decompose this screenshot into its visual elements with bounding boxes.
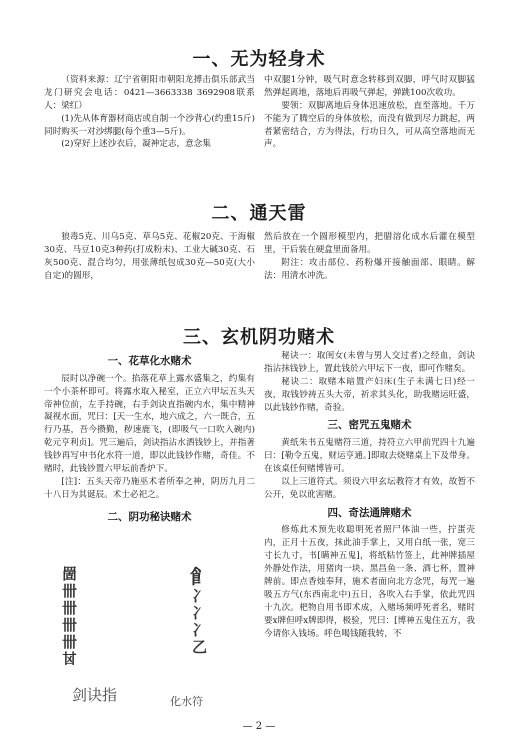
talisman-glyph: 冫: [192, 587, 208, 605]
paragraph: (1)先从体育器材商店或自制一个沙背心(约重15斤)同时购买一对沙绑腿(每个重3—5斤)。: [44, 113, 255, 137]
page-number: — 2 —: [242, 721, 276, 732]
paragraph: 中双腿1分钟，吸气时意念转移到双脚，呼气时双脚猛然弹起离地，落地后再吸气弹起，弹跳100次收功。: [264, 75, 475, 98]
paragraph: 修炼此术预先收聪明死者照尸体油一些，拧蛋壳内，正月十五夜，抹此油手掌上，又用白纸一张，宽三寸长九寸，书[瞒神五鬼]，将纸粘竹签上，此神牌插屋外静处作法，用猪肉一块、黑昌鱼一条、酒七杯，置神牌前。即点香烛奉拜，施术者面向北方念咒，每咒一遍吸五方气(东西南北中)五日，各吹入右手掌，依此咒四十九次。杷物自用书即术成，入赌场频呼死者名，赌时要x牌但呼x牌即得，极验，咒曰：[博神五鬼住五方，我今请你入钱场。呼色喝钱随我转，不: [264, 525, 475, 639]
subsection-title: 二、阴功秘诀赌术: [107, 510, 192, 523]
paragraph: 以上三道符式。须设六甲玄坛教符才有效，故暂不公开，免以讹害赌。: [264, 476, 475, 500]
talisman-right: [190, 566, 209, 656]
paragraph: 附注：攻击部位、药粉爆开接触面部、眼睛。解法：用清水冲洗。: [264, 257, 475, 281]
talisman-glyph: 𩙿: [190, 566, 210, 588]
section-3-right-column: [264, 350, 475, 640]
paragraph: (2)穿好上述沙衣后，凝神定志，意念集: [61, 139, 211, 150]
talisman-glyph: 𠀠: [62, 650, 78, 668]
talisman-glyph: 乙: [192, 638, 208, 656]
caption-water-talisman: 化水符: [170, 695, 203, 708]
subsection-title: 四、奇法通牌赌术: [327, 506, 412, 519]
section-1-right-column: [264, 74, 475, 151]
talisman-figures: [50, 566, 260, 724]
caption-sword-finger: 剑诀指: [72, 686, 118, 704]
paragraph: 秘诀一：取闺女(未曾与男人交过者)之经血，剑诀指沾抹钱钞上，置此钱於六甲坛下一夜，即可作赌矣。: [264, 351, 475, 374]
subsection-title: 一、花草化水赌术: [107, 355, 192, 367]
paragraph: 狼毒5克、川乌5克、草乌5克、花椒20克、干海椒30克、马豆10克3种药(打成粉末)、工业大碱30克、石灰500克、混合均匀，用张薄纸包成30克—50克(大小自定)的圆形，: [44, 232, 255, 281]
paragraph: 然后放在一个圆形模型内，把腊溶化成水后灌在模型里，干后装在硬盒里面备用。: [264, 232, 475, 255]
section-1-left-column: [44, 74, 255, 151]
section-3-left-column: [44, 350, 255, 528]
section-2-left-column: [44, 231, 255, 283]
talisman-left: [62, 566, 77, 668]
paragraph: （资料来源：辽宁省朝阳市朝阳龙搏击俱乐部武当龙门研究会电话：0421—3663338 3692908联系人：梁红）: [44, 75, 255, 111]
section-3-title: 三、玄机阴功赌术: [183, 327, 335, 348]
talisman-glyph: 䍛: [62, 565, 78, 583]
talisman-glyph: 卌: [62, 582, 78, 600]
talisman-glyph: 冫: [192, 604, 208, 622]
paragraph: [注]：五头天帝乃施巫术者所奉之神，阴历九月二十八日为其诞辰。术士必祀之。: [44, 476, 255, 500]
paragraph: 辰时以净碗一个。掐落花草上露水盛集之，约集有一个小茶杯即可。将露水取入秘室，正立六甲坛五头天帝神位前，左手持碗，右手剑诀直指碗内水，集中精神凝视水面，咒曰：[天一生水，地六成之，六一既合，五行乃基，吾今攒勤，秽速鹿飞，(即吸气一口吹入碗内)乾元亨利贞]。咒三遍后，剑诀指沾水洒钱钞上，并指著钱钞再写申书化水符一道，即以此钱钞作赌，奇佳。不赌时，此钱钞置六甲坛前香炉下。: [44, 373, 255, 474]
talisman-glyph: 卌: [62, 599, 78, 617]
talisman-glyph: 冫: [192, 621, 208, 639]
section-2-title: 二、通天雷: [211, 203, 307, 224]
section-2-right-column: [264, 231, 475, 283]
paragraph: 秘诀二：取赌本暗置产妇床(生子未满七日)经一夜，取钱钞祷五头大帝，祈求其头化，助我赌运旺盛，以此钱钞作赌，奇验。: [264, 376, 475, 413]
subsection-title: 三、密咒五鬼赌术: [327, 419, 412, 432]
section-1-title: 一、无为轻身术: [192, 49, 326, 70]
talisman-glyph: 卌: [62, 616, 78, 634]
talisman-glyph: 卌: [62, 633, 78, 651]
paragraph: 要领：双脚离地后身体迅速放松，直至落地。千万不能为了腾空后的身体放松，而没有做到尽力跳起，两者紧密结合，方为得法，行功日久，可从高空落地而无声。: [264, 100, 475, 150]
paragraph: 黄纸朱书五鬼赌符三道，持符立六甲前咒四十九遍曰：[勒令五鬼，财运亨通。]即取去烧赌桌上下及带身。在该桌任何赌博皆可。: [264, 438, 475, 474]
